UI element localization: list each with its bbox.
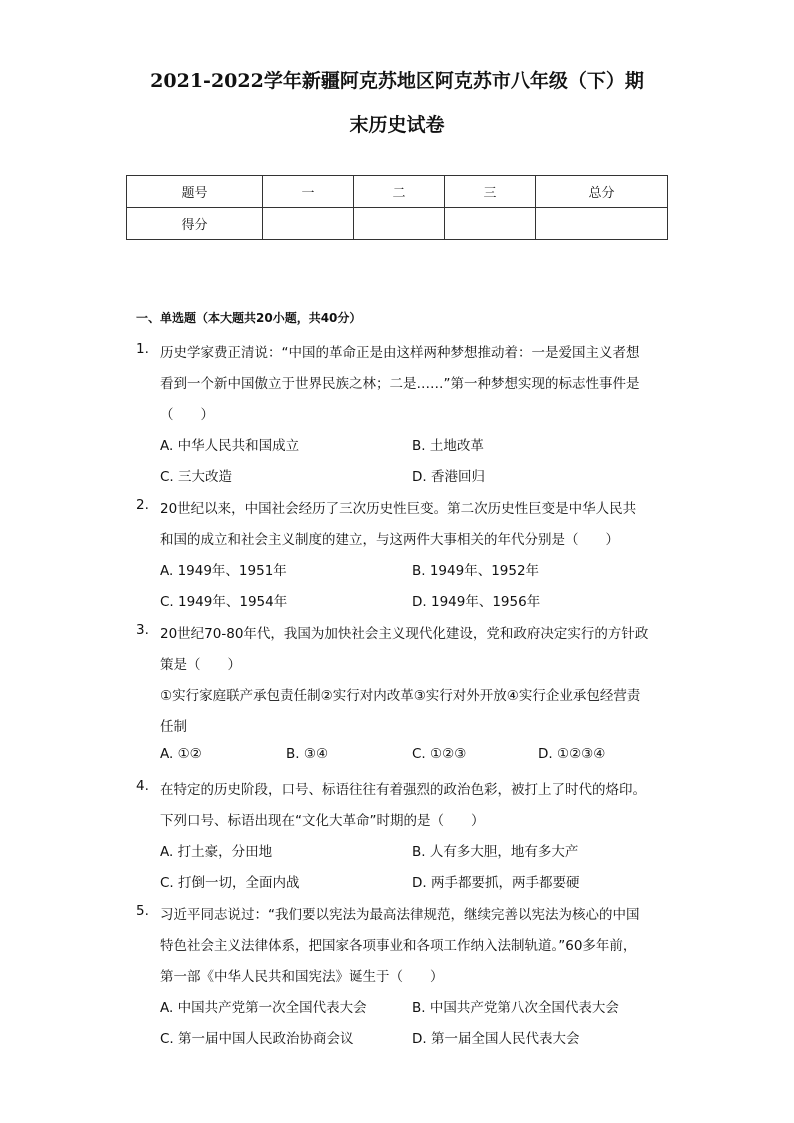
option-b[interactable]: B. 土地改革 [412, 438, 484, 454]
question-text-line: 和国的成立和社会主义制度的建立，与这两件大事相关的年代分别是（ ） [160, 532, 619, 548]
question-text-line: 看到一个新中国傲立于世界民族之林；二是……”第一种梦想实现的标志性事件是 [160, 376, 640, 392]
question-text-line: 历史学家费正清说：“中国的革命正是由这样两种梦想推动着：一是爱国主义者想 [160, 345, 640, 361]
score-row-label: 得分 [127, 208, 263, 240]
option-b[interactable]: B. ③④ [286, 746, 329, 762]
score-cell [536, 208, 668, 240]
question-text-line: 第一部《中华人民共和国宪法》诞生于（ ） [160, 969, 444, 985]
question-text-line: 任制 [160, 719, 187, 735]
score-cell [445, 208, 536, 240]
question-number: 1. [136, 341, 149, 357]
score-cell [263, 208, 354, 240]
option-c[interactable]: C. 第一届中国人民政治协商会议 [160, 1031, 354, 1047]
option-a[interactable]: A. 中国共产党第一次全国代表大会 [160, 1000, 367, 1016]
score-header-cell: 二 [354, 176, 445, 208]
option-a[interactable]: A. ①② [160, 746, 202, 762]
exam-title-line-2: 末历史试卷 [349, 114, 445, 136]
option-b[interactable]: B. 人有多大胆，地有多大产 [412, 844, 579, 860]
section-heading: 一、单选题（本大题共20小题，共40分） [136, 311, 362, 325]
option-d[interactable]: D. 第一届全国人民代表大会 [412, 1031, 580, 1047]
question-number: 4. [136, 778, 149, 794]
score-header-cell: 题号 [127, 176, 263, 208]
option-c[interactable]: C. ①②③ [412, 746, 467, 762]
question-text-line: 下列口号、标语出现在“文化大革命”时期的是（ ） [160, 813, 485, 829]
question-number: 3. [136, 622, 149, 638]
score-header-cell: 总分 [536, 176, 668, 208]
question-text-line: 在特定的历史阶段，口号、标语往往有着强烈的政治色彩，被打上了时代的烙印。 [160, 782, 646, 798]
score-table-header-row [127, 176, 668, 208]
question-text-line: ①实行家庭联产承包责任制②实行对内改革③实行对外开放④实行企业承包经营责 [160, 688, 641, 704]
exam-title-line-1: 2021-2022学年新疆阿克苏地区阿克苏市八年级（下）期 [150, 70, 644, 92]
score-cell [354, 208, 445, 240]
option-a[interactable]: A. 1949年、1951年 [160, 563, 287, 579]
option-b[interactable]: B. 中国共产党第八次全国代表大会 [412, 1000, 619, 1016]
option-c[interactable]: C. 三大改造 [160, 469, 233, 485]
question-text-line: 20世纪以来，中国社会经历了三次历史性巨变。第二次历史性巨变是中华人民共 [160, 501, 637, 517]
option-d[interactable]: D. 香港回归 [412, 469, 485, 485]
question-number: 5. [136, 903, 149, 919]
option-d[interactable]: D. ①②③④ [538, 746, 606, 762]
option-c[interactable]: C. 1949年、1954年 [160, 594, 288, 610]
score-table [126, 175, 668, 240]
question-text-line: 特色社会主义法律体系，把国家各项事业和各项工作纳入法制轨道。”60多年前， [160, 938, 637, 954]
question-number: 2. [136, 497, 149, 513]
option-c[interactable]: C. 打倒一切，全面内战 [160, 875, 300, 891]
score-header-cell: 一 [263, 176, 354, 208]
option-a[interactable]: A. 中华人民共和国成立 [160, 438, 300, 454]
question-text-line: 策是（ ） [160, 657, 241, 673]
option-a[interactable]: A. 打土豪，分田地 [160, 844, 273, 860]
option-d[interactable]: D. 两手都要抓，两手都要硬 [412, 875, 580, 891]
question-text-line: 习近平同志说过：“我们要以宪法为最高法律规范，继续完善以宪法为核心的中国 [160, 907, 640, 923]
score-table-score-row [127, 208, 668, 240]
score-header-cell: 三 [445, 176, 536, 208]
question-text-line: （ ） [160, 407, 214, 423]
option-d[interactable]: D. 1949年、1956年 [412, 594, 541, 610]
option-b[interactable]: B. 1949年、1952年 [412, 563, 540, 579]
question-text-line: 20世纪70-80年代，我国为加快社会主义现代化建设，党和政府决定实行的方针政 [160, 626, 649, 642]
